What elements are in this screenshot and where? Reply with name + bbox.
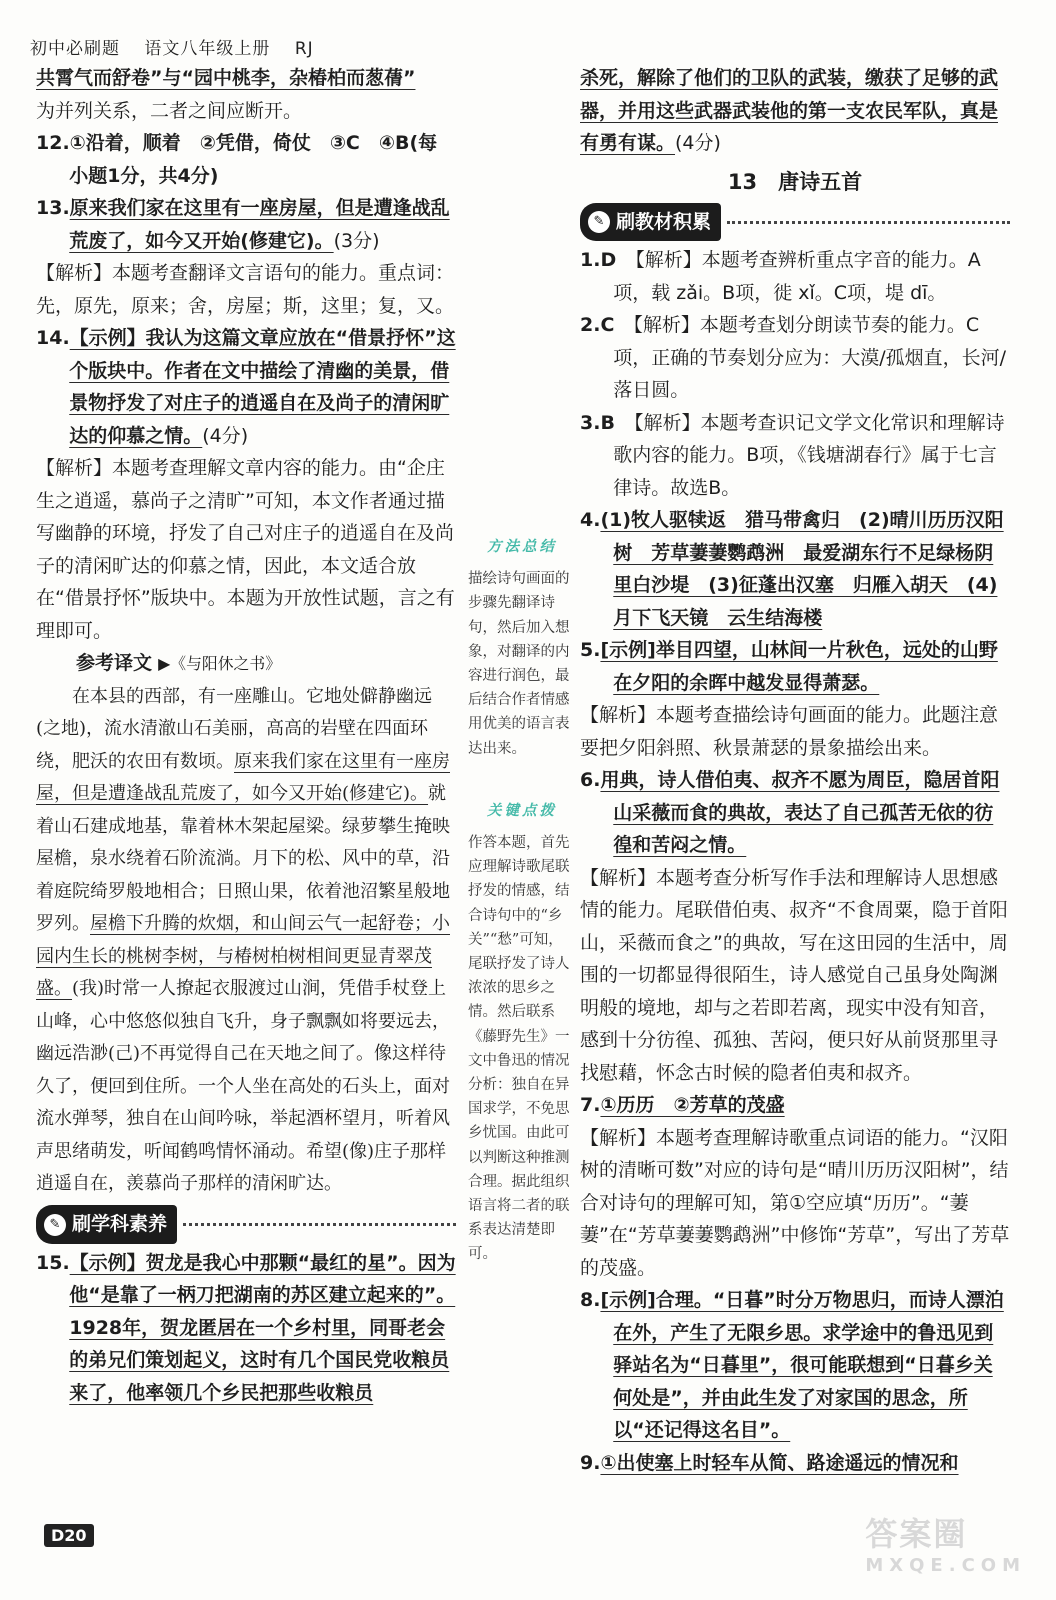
answer-choice: B (600, 411, 615, 434)
edition-label: RJ (294, 39, 314, 59)
subject-name: 语文八年级上册 (144, 39, 271, 59)
answer-text: (1)牧人驱犊返 猎马带禽归 (2)晴川历历汉阳树 芳草萋萋鹦鹉洲 最爱湖东行不足绿杨阴里白沙堤 (3)征蓬出汉塞 归雁入胡天 (4)月下飞天镜 云生结海楼 (600, 509, 1004, 629)
continued-line-2: 为并列关系，二者之间应断开。 (36, 99, 303, 122)
question-number: 5. (580, 639, 601, 661)
answer-1 (580, 244, 1010, 309)
question-number: 9. (580, 1451, 601, 1474)
answer-3 (580, 407, 1010, 505)
translation-text (36, 681, 456, 1201)
translation-underline-1: 原来我们家在这里有一座房屋，但是遭逢战乱荒废了，如今又开始(修建它)。 (36, 750, 450, 804)
answer-15 (36, 1247, 456, 1410)
brush-icon: ✎ (588, 211, 610, 233)
question-number: 8. (580, 1289, 601, 1311)
answer-13 (36, 192, 456, 257)
question-number: 7. (580, 1094, 601, 1116)
answer-text: [示例]举目四望，山林间一片秋色，远处的山野在夕阳的余晖中越发显得萧瑟。 (600, 639, 998, 694)
analysis-13: 【解析】本题考查翻译文言语句的能力。重点词：先，原先，原来；舍，房屋；斯，这里；复，又。 (36, 262, 455, 317)
answer-14 (36, 322, 456, 452)
watermark (865, 1509, 1026, 1576)
analysis-text: 【解析】本题考查辨析重点字音的能力。A项，载 zǎi。B项，徙 xǐ。C项，堤 dī。 (613, 249, 981, 304)
translation-title: 参考译文 (76, 652, 153, 674)
answer-2 (580, 309, 1010, 407)
answer-text: [示例]合理。“日暮”时分万物思归，而诗人漂泊在外，产生了无限乡思。求学途中的鲁迅见到驿站名为“日暮里”，很可能联想到“日暮乡关何处是”，并由此生发了对家国的思念，所以“还记得这名目”。 (600, 1289, 1004, 1441)
analysis-6: 【解析】本题考查分析写作手法和理解诗人思想感情的能力。尾联借伯夷、叔齐“不食周粟，隐于首阳山，采薇而食之”的典故，写在这田园的生活中，周围的一切都显得很陌生，诗人感觉自己虽身处陶渊明般的境地，却与之若即若离，现实中没有知音，感到十分彷徨、孤独、苦闷，便只好从前贤那里寻找慰藉，怀念古时候的隐者伯夷和叔齐。 (580, 866, 1008, 1084)
translation-part-2: 就着山石建成地基，靠着林木架起屋梁。绿萝攀生掩映屋檐，泉水绕着石阶流淌。月下的松、风中的草，沿着庭院绮罗般地相合；日照山果，依着池沼繁星般地罗列。 (36, 783, 450, 934)
analysis-14: 【解析】本题考查理解文章内容的能力。由“企庄生之逍遥，慕尚子之清旷”可知，本文作者通过描写幽静的环境，抒发了自己对庄子的逍遥自在及尚子的清闲旷达的仰慕之情，因此，本文适合放在“借景抒怀”版块中。本题为开放性试题，言之有理即可。 (36, 457, 455, 642)
page-header (30, 34, 332, 59)
key-point-tag: 关键点拨 (487, 801, 557, 819)
translation-heading (36, 647, 456, 681)
answer-5 (580, 634, 1010, 699)
answer-6 (580, 764, 1010, 862)
analysis-text: 【解析】本题考查划分朗读节奏的能力。C项，正确的节奏划分应为：大漠/孤烟直，长河/落日圆。 (613, 314, 1007, 401)
section-badge (36, 1205, 177, 1244)
continued-answer (580, 62, 1010, 160)
watermark-text: 答案圈 (865, 1515, 968, 1553)
score: (3分) (333, 229, 380, 252)
analysis-text: 【解析】本题考查识记文学文化常识和理解诗歌内容的能力。B项，《钱塘湖春行》属于七言律诗。故选B。 (613, 411, 1005, 499)
answer-text: 用典，诗人借伯夷、叔齐不愿为周臣，隐居首阳山采薇而食的典故，表达了自己孤苦无依的彷徨和苦闷之情。 (600, 769, 1000, 856)
margin-notes (468, 535, 576, 1267)
answer-4 (580, 504, 1010, 634)
answer-choice: D (600, 249, 617, 271)
analysis-7: 【解析】本题考查理解诗歌重点词语的能力。“汉阳树的清晰可数”对应的诗句是“晴川历历汉阳树”，结合对诗句的理解可知，第①空应填“历历”。“萋萋”在“芳草萋萋鹦鹉洲”中修饰“芳草”，写出了芳草的茂盛。 (580, 1126, 1010, 1279)
answer-12 (36, 127, 456, 192)
translation-underline-2: 屋檐下升腾的炊烟，和山间云气一起舒卷；小园内生长的桃树李树，与椿树柏树相间更显青翠茂盛。 (36, 913, 450, 999)
question-number: 3. (580, 411, 601, 434)
question-number: 12. (36, 132, 70, 154)
answer-7 (580, 1089, 1010, 1122)
answer-text: 【示例】我认为这篇文章应放在“借景抒怀”这个版块中。作者在文中描绘了清幽的美景，借景物抒发了对庄子的逍遥自在及尚子的清闲旷达的仰慕之情。 (69, 327, 456, 447)
answer-9 (580, 1447, 1010, 1480)
answer-text: 【示例】贺龙是我心中那颗“最红的星”。因为他“是靠了一柄刀把湖南的苏区建立起来的”。1928年，贺龙匿居在一个乡村里，同哥老会的弟兄们策划起义，这时有几个国民党收粮员来了，他率领几个乡民把那些收粮员 (69, 1251, 456, 1404)
section-header-subject (36, 1205, 456, 1245)
continued-text: 杀死，解除了他们的卫队的武装，缴获了足够的武器，并用这些武器武装他的第一支农民军队，真是有勇有谋。 (580, 67, 999, 154)
answer-choice: C (600, 314, 615, 336)
question-number: 13. (36, 197, 70, 219)
question-number: 1. (580, 249, 601, 271)
section-badge (580, 203, 721, 242)
left-column (36, 62, 456, 1409)
analysis-5: 【解析】本题考查描绘诗句画面的能力。此题注意要把夕阳斜照、秋景萧瑟的景象描绘出来。 (580, 704, 999, 759)
section-title: 刷学科素养 (72, 1213, 168, 1236)
translation-part-1: 在本县的西部，有一座雕山。它地处僻静幽远(之地)，流水清澈山石美丽，高高的岩壁在四面环绕，肥沃的农田有数顷。 (36, 685, 432, 772)
answer-text: 原来我们家在这里有一座房屋，但是遭逢战乱荒废了，如今又开始(修建它)。 (69, 197, 450, 252)
question-number: 14. (36, 327, 70, 349)
section-header-textbook (580, 202, 1010, 242)
method-summary-tag: 方法总结 (487, 538, 557, 555)
method-summary-text: 描绘诗句画面的步骤先翻译诗句，然后加入想象，对翻译的内容进行润色，最后结合作者情感用优美的语言表达出来。 (468, 571, 570, 757)
answer-8 (580, 1284, 1010, 1447)
score: (4分) (675, 132, 721, 154)
dotted-divider (183, 1223, 456, 1226)
score: (4分) (202, 424, 249, 447)
watermark-url: MXQE.COM (865, 1555, 1026, 1576)
right-column (580, 62, 1010, 1479)
brush-icon: ✎ (44, 1214, 66, 1236)
lesson-title: 13 唐诗五首 (727, 169, 863, 194)
series-name: 初中必刷题 (30, 39, 120, 59)
answer-text: ①历历 ②芳草的茂盛 (600, 1094, 785, 1116)
question-number: 6. (580, 769, 601, 791)
answer-text: ①沿着，顺着 ②凭借，倚仗 ③C ④B(每小题1分，共4分) (69, 132, 438, 187)
translation-part-3: (我)时常一人撩起衣服渡过山涧，凭借手杖登上山峰，心中悠悠似独自飞升，身子飘飘如将要远去，幽远浩渺(己)不再觉得自己在天地之间了。像这样待久了，便回到住所。一个人坐在高处的石头上，面对流水弹琴，独自在山间吟咏，举起酒杯望月，听着风声思绪萌发，听闻鹤鸣情怀涌动。希望(像)庄子那样逍遥自在，羡慕尚子那样的清闲旷达。 (36, 978, 450, 1194)
translation-source: ▶《与阳休之书》 (158, 654, 282, 673)
section-title: 刷教材积累 (616, 210, 712, 233)
continued-line-1: 共霄气而舒卷”与“园中桃李，杂椿柏而葱蒨” (36, 67, 416, 89)
question-number: 2. (580, 314, 601, 336)
answer-text: ①出使塞上时轻车从简、路途遥远的情况和 (600, 1451, 959, 1474)
question-number: 15. (36, 1251, 70, 1274)
dotted-divider (727, 221, 1010, 224)
key-point-text: 作答本题，首先应理解诗歌尾联抒发的情感，结合诗句中的“乡关”“愁”可知，尾联抒发了诗人浓浓的思乡之情。然后联系《藤野先生》一文中鲁迅的情况分析：独自在异国求学，不免思乡忧国。由此可以判断这种推测合理。据此组织语言将二者的联系表达清楚即可。 (468, 835, 570, 1263)
question-number: 4. (580, 509, 601, 531)
page-number: D20 (44, 1524, 94, 1547)
